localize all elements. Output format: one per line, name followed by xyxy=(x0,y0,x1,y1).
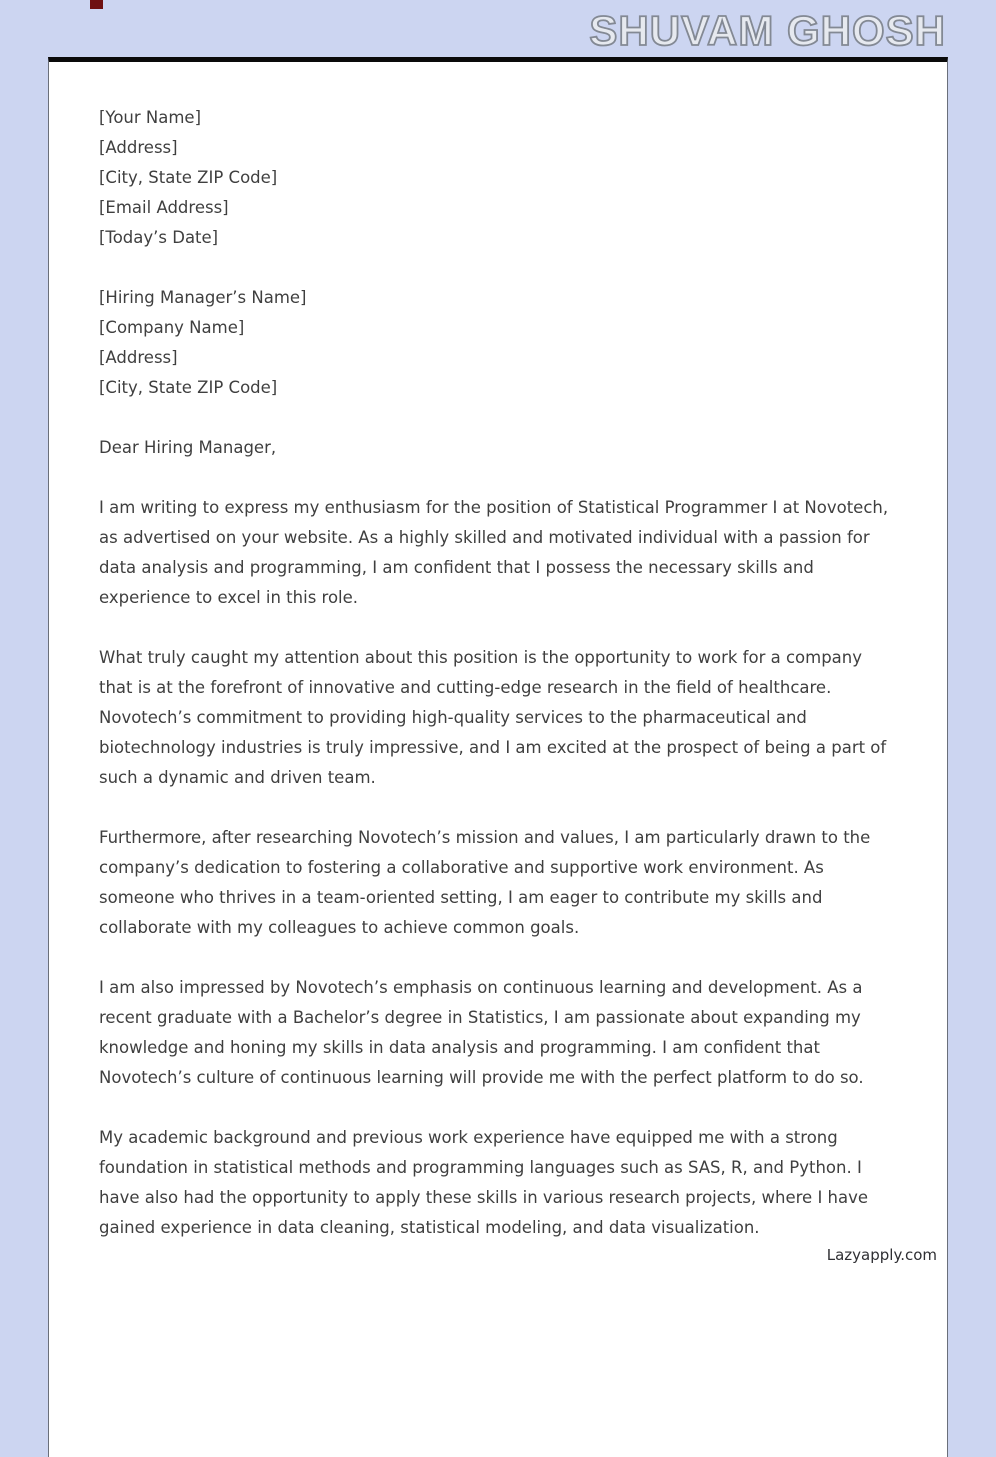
paragraph-intro: I am writing to express my enthusiasm for the position of Statistical Programmer I at Novotech, as advertised on your website. As a highly skilled and motivated individual with a passion for data analysis and programming, I am confident that I possess the necessary skills and experience to excel in this role. xyxy=(99,498,889,607)
header xyxy=(0,0,996,57)
letter-page xyxy=(48,57,948,1457)
recipient-address-line: [Address] xyxy=(99,348,178,367)
paragraph-values: Furthermore, after researching Novotech’s mission and values, I am particularly drawn to the company’s dedication to fostering a collaborative and supportive work environment. As someone who thrives in a team-oriented setting, I am eager to contribute my skills and collaborate with my colleagues to achieve common goals. xyxy=(99,828,871,937)
recipient-block xyxy=(99,283,895,403)
author-name: SHUVAM GHOSH xyxy=(589,7,946,54)
watermark: Lazyapply.com xyxy=(826,1246,937,1264)
recipient-company-line: [Company Name] xyxy=(99,318,245,337)
sender-date-line: [Today’s Date] xyxy=(99,228,219,247)
sender-block xyxy=(99,103,895,253)
sender-city-line: [City, State ZIP Code] xyxy=(99,168,278,187)
sender-email-line: [Email Address] xyxy=(99,198,229,217)
recipient-name-line: [Hiring Manager’s Name] xyxy=(99,288,307,307)
paragraph-attention: What truly caught my attention about this position is the opportunity to work for a company that is at the forefront of innovative and cutting-edge research in the field of healthcare. Novotech’s commitment to providing high-quality services to the pharmaceutical and biotechnology industries is truly impressive, and I am excited at the prospect of being a part of such a dynamic and driven team. xyxy=(99,648,887,787)
paragraph-learning: I am also impressed by Novotech’s emphasis on continuous learning and development. As a recent graduate with a Bachelor’s degree in Statistics, I am passionate about expanding my knowledge and honing my skills in data analysis and programming. I am confident that Novotech’s culture of continuous learning will provide me with the perfect platform to do so. xyxy=(99,978,864,1087)
sender-address-line: [Address] xyxy=(99,138,178,157)
sender-name-line: [Your Name] xyxy=(99,108,202,127)
salutation: Dear Hiring Manager, xyxy=(99,438,277,457)
recipient-city-line: [City, State ZIP Code] xyxy=(99,378,278,397)
paragraph-background: My academic background and previous work experience have equipped me with a strong foundation in statistical methods and programming languages such as SAS, R, and Python. I have also had the opportunity to apply these skills in various research projects, where I have gained experience in data cleaning, statistical modeling, and data visualization. xyxy=(99,1128,869,1237)
